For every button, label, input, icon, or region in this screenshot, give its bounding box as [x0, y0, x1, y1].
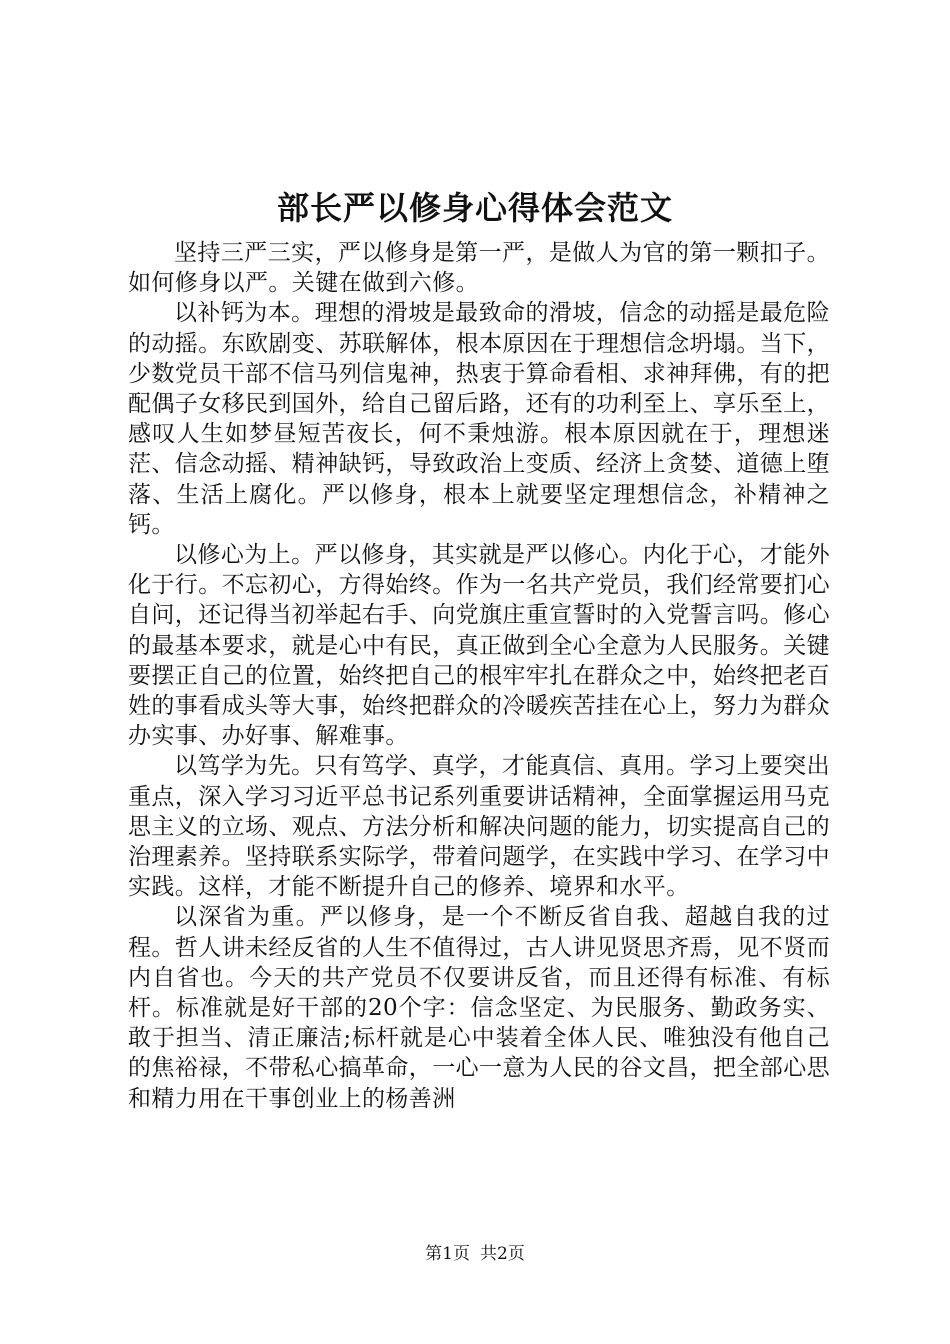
paragraph: 坚持三严三实，严以修身是第一严，是做人为官的第一颗扣子。如何修身以严。关键在做到六修。: [128, 240, 830, 297]
paragraph: 以补钙为本。理想的滑坡是最致命的滑坡，信念的动摇是最危险的动摇。东欧剧变、苏联解体，根本原因在于理想信念坍塌。当下，少数党员干部不信马列信鬼神，热衷于算命看相、求神拜佛，有的把配偶子女移民到国外，给自己留后路，还有的功利至上、享乐至上，感叹人生如梦昼短苦夜长，何不秉烛游。根本原因就在于，理想迷茫、信念动摇、精神缺钙，导致政治上变质、经济上贪婪、道德上堕落、生活上腐化。严以修身，根本上就要坚定理想信念，补精神之钙。: [128, 300, 830, 538]
page-number: 第1页: [425, 1244, 470, 1264]
page-footer: [0, 1242, 950, 1266]
paragraph: 以深省为重。严以修身，是一个不断反省自我、超越自我的过程。哲人讲未经反省的人生不值得过，古人讲见贤思齐焉，见不贤而内自省也。今天的共产党员不仅要讲反省，而且还得有标准、有标杆。标准就是好干部的20个字：信念坚定、为民服务、勤政务实、敢于担当、清正廉洁;标杆就是心中装着全体人民、唯独没有他自己的焦裕禄，不带私心搞革命，一心一意为人民的谷文昌，把全部心思和精力用在干事创业上的杨善洲: [128, 904, 830, 1112]
paragraph: 以修心为上。严以修身，其实就是严以修心。内化于心，才能外化于行。不忘初心，方得始终。作为一名共产党员，我们经常要扪心自问，还记得当初举起右手、向党旗庄重宣誓时的入党誓言吗。修心的最基本要求，就是心中有民，真正做到全心全意为人民服务。关键要摆正自己的位置，始终把自己的根牢牢扎在群众之中，始终把老百姓的事看成头等大事，始终把群众的冷暖疾苦挂在心上，努力为群众办实事、办好事、解难事。: [128, 542, 830, 750]
document-body: [128, 238, 830, 1114]
document-title: 部长严以修身心得体会范文: [276, 189, 673, 227]
paragraph: 以笃学为先。只有笃学、真学，才能真信、真用。学习上要突出重点，深入学习习近平总书记系列重要讲话精神，全面掌握运用马克思主义的立场、观点、方法分析和解决问题的能力，切实提高自己的治理素养。坚持联系实际学，带着问题学，在实践中学习、在学习中实践。这样，才能不断提升自己的修养、境界和水平。: [128, 753, 830, 901]
page-total: 共2页: [480, 1244, 525, 1264]
